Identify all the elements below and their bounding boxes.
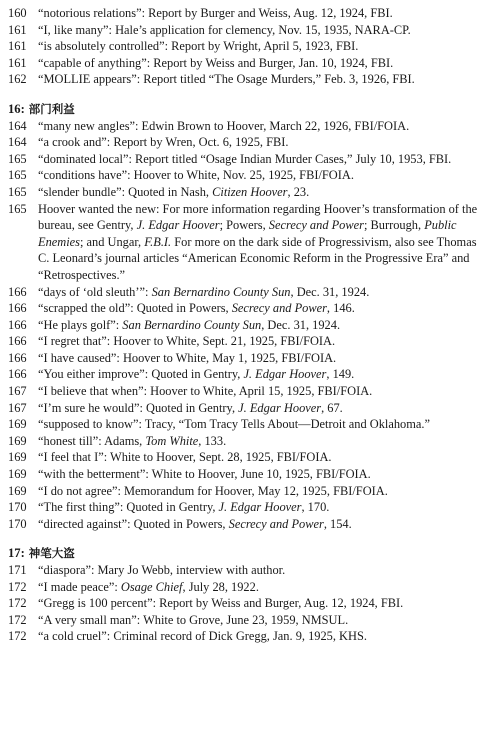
note-text-part: “with the betterment”: White to Hoover, June 10, 1925, FBI/FOIA. xyxy=(38,467,371,482)
note-entry xyxy=(8,55,483,72)
note-entry xyxy=(8,22,483,39)
note-text xyxy=(38,167,483,184)
note-entry xyxy=(8,449,483,466)
note-text-part: “I believe that when”: Hoover to White, April 15, 1925, FBI/FOIA. xyxy=(38,384,373,399)
note-page-number: 166 xyxy=(8,284,27,299)
note-text xyxy=(38,466,483,483)
note-text xyxy=(38,118,483,135)
note-text-part: “I feel that I”: White to Hoover, Sept. 28, 1925, FBI/FOIA. xyxy=(38,450,332,465)
note-page-number: 165 xyxy=(8,151,27,166)
note-text-part: “He plays golf”: xyxy=(38,317,123,332)
note-text xyxy=(38,55,483,72)
note-text-part: “notorious relations”: Report by Burger and Weiss, Aug. 12, 1924, FBI. xyxy=(38,6,393,20)
note-text-part: “I made peace”: xyxy=(38,579,121,594)
note-text-part: , 23. xyxy=(287,184,310,199)
note-text-part: “I do not agree”: Memorandum for Hoover, May 12, 1925, FBI/FOIA. xyxy=(38,483,388,498)
note-page-number: 165 xyxy=(8,184,27,199)
note-title-italic: J. Edgar Hoover xyxy=(238,400,322,415)
note-text-part: “days of ‘old sleuth’”: xyxy=(38,284,152,299)
note-text-part: “I have caused”: Hoover to White, May 1, 1925, FBI/FOIA. xyxy=(38,350,337,365)
note-page-number: 170 xyxy=(8,516,27,531)
note-text xyxy=(38,516,483,533)
note-text xyxy=(38,433,483,450)
note-title-italic: Public Enemies xyxy=(38,218,457,249)
note-page-number: 166 xyxy=(8,334,27,349)
note-text-part: “You either improve”: Quoted in Gentry, xyxy=(38,367,244,382)
note-page-number: 166 xyxy=(8,350,27,365)
note-entry xyxy=(8,433,483,450)
note-text-part: “directed against”: Quoted in Powers, xyxy=(38,516,229,531)
note-text-part: “capable of anything”: Report by Weiss and Burger, Jan. 10, 1924, FBI. xyxy=(38,55,394,70)
note-page-number: 161 xyxy=(8,22,27,37)
note-page-number: 161 xyxy=(8,39,27,54)
note-text xyxy=(38,628,483,645)
note-text-part: Hoover wanted the new: For more information regarding Hoover’s transformation of the bureau, see Gentry, xyxy=(38,201,478,233)
note-title-italic: J. Edgar Hoover xyxy=(218,500,302,515)
note-entry xyxy=(8,167,483,184)
note-title-italic: San Bernardino County Sun xyxy=(122,317,262,332)
note-text-part: “supposed to know”: Tracy, “Tom Tracy Tells About—Detroit and Oklahoma.” xyxy=(38,417,430,432)
note-text-part: ; and Ungar, xyxy=(79,234,145,249)
note-entry xyxy=(8,400,483,417)
note-text xyxy=(38,71,483,88)
note-entry xyxy=(8,5,483,22)
note-text-part: “dominated local”: Report titled “Osage Indian Murder Cases,” July 10, 1953, FBI. xyxy=(38,151,452,166)
note-text-part: “a cold cruel”: Criminal record of Dick Gregg, Jan. 9, 1925, KHS. xyxy=(38,629,367,644)
note-text-part: , 149. xyxy=(326,367,355,382)
note-entry xyxy=(8,284,483,301)
note-page-number: 172 xyxy=(8,579,27,594)
note-title-italic: Citizen Hoover xyxy=(212,184,288,199)
note-text-part: “is absolutely controlled”: Report by Wright, April 5, 1923, FBI. xyxy=(38,39,359,54)
note-page-number: 166 xyxy=(8,317,27,332)
note-text-part: “MOLLIE appears”: Report titled “The Osage Murders,” Feb. 3, 1926, FBI. xyxy=(38,72,415,87)
note-text-part: “I’m sure he would”: Quoted in Gentry, xyxy=(38,400,239,415)
chapter-heading xyxy=(8,545,483,562)
note-entry xyxy=(8,595,483,612)
note-text xyxy=(38,416,483,433)
note-text-part: “honest till”: Adams, xyxy=(38,433,146,448)
note-page-number: 169 xyxy=(8,433,27,448)
note-entry xyxy=(8,350,483,367)
note-text-part: “slender bundle”: Quoted in Nash, xyxy=(38,184,213,199)
note-title-italic: San Bernardino County Sun xyxy=(151,284,291,299)
note-text xyxy=(38,134,483,151)
note-entry xyxy=(8,71,483,88)
note-page-number: 161 xyxy=(8,55,27,70)
chapter-number: 17: xyxy=(8,546,25,561)
note-entry xyxy=(8,366,483,383)
note-page-number: 170 xyxy=(8,500,27,515)
note-entry xyxy=(8,134,483,151)
note-entry xyxy=(8,612,483,629)
note-page-number: 169 xyxy=(8,483,27,498)
note-page-number: 169 xyxy=(8,417,27,432)
note-text-part: “The first thing”: Quoted in Gentry, xyxy=(38,500,219,515)
note-entry xyxy=(8,151,483,168)
note-page-number: 172 xyxy=(8,612,27,627)
note-text-part: , 154. xyxy=(323,516,352,531)
note-text xyxy=(38,5,483,22)
chapter-title: 部门利益 xyxy=(28,101,75,116)
note-title-italic: Secrecy and Power xyxy=(228,516,324,531)
chapter-title: 神笔大盗 xyxy=(28,546,75,561)
note-title-italic: Osage Chief xyxy=(120,579,183,594)
note-text-part: “diaspora”: Mary Jo Webb, interview with author. xyxy=(38,563,286,577)
note-page-number: 172 xyxy=(8,596,27,611)
note-text xyxy=(38,151,483,168)
note-text-part: “many new angles”: Edwin Brown to Hoover, March 22, 1926, FBI/FOIA. xyxy=(38,118,410,133)
note-text xyxy=(38,184,483,201)
note-text-part: “a crook and”: Report by Wren, Oct. 6, 1925, FBI. xyxy=(38,135,289,150)
note-page-number: 166 xyxy=(8,301,27,316)
note-text-part: , July 28, 1922. xyxy=(182,579,259,594)
note-entry xyxy=(8,628,483,645)
note-text xyxy=(38,612,483,629)
note-entry xyxy=(8,38,483,55)
note-text xyxy=(38,449,483,466)
note-text-part: “conditions have”: Hoover to White, Nov. 25, 1925, FBI/FOIA. xyxy=(38,168,354,183)
note-text-part: , 170. xyxy=(301,500,330,515)
note-entry xyxy=(8,333,483,350)
note-text xyxy=(38,499,483,516)
note-text-part: “scrapped the old”: Quoted in Powers, xyxy=(38,301,232,316)
note-text xyxy=(38,579,483,596)
note-text-part: “I regret that”: Hoover to White, Sept. 21, 1925, FBI/FOIA. xyxy=(38,334,336,349)
note-page-number: 164 xyxy=(8,118,27,133)
note-text xyxy=(38,562,483,579)
note-page-number: 166 xyxy=(8,367,27,382)
note-page-number: 171 xyxy=(8,563,27,577)
note-entry xyxy=(8,483,483,500)
note-entry xyxy=(8,579,483,596)
note-entry xyxy=(8,499,483,516)
note-entry xyxy=(8,201,483,284)
note-text xyxy=(38,201,483,284)
note-text xyxy=(38,595,483,612)
note-text xyxy=(38,400,483,417)
note-title-italic: Tom White xyxy=(145,433,199,448)
note-entry xyxy=(8,300,483,317)
note-entry xyxy=(8,516,483,533)
note-text-part: ; Powers, xyxy=(219,218,269,233)
note-text-part: , 133. xyxy=(198,433,227,448)
note-text-part: “Gregg is 100 percent”: Report by Weiss and Burger, Aug. 12, 1924, FBI. xyxy=(38,596,404,611)
chapter-heading xyxy=(8,101,483,118)
chapter-number: 16: xyxy=(8,101,25,116)
note-entry xyxy=(8,184,483,201)
note-title-italic: F.B.I. xyxy=(144,234,172,249)
note-text-part: For more on the dark side of Progressivism, also see Thomas C. Leonard’s journal articles “American Economic Reform in the Progressive Era” and “Retrospectives.” xyxy=(38,234,477,282)
note-text-part: “A very small man”: White to Grove, June 23, 1959, NMSUL. xyxy=(38,612,349,627)
note-entry xyxy=(8,118,483,135)
note-text xyxy=(38,366,483,383)
note-text-part: , 146. xyxy=(326,301,355,316)
note-text xyxy=(38,333,483,350)
note-page-number: 160 xyxy=(8,6,27,20)
note-page-number: 167 xyxy=(8,400,27,415)
note-text xyxy=(38,350,483,367)
note-text-part: ; Burrough, xyxy=(363,218,425,233)
note-text-part: , Dec. 31, 1924. xyxy=(261,317,341,332)
note-text xyxy=(38,383,483,400)
note-title-italic: Secrecy and Power xyxy=(268,218,364,233)
note-text-part: “I, like many”: Hale’s application for clemency, Nov. 15, 1935, NARA-CP. xyxy=(38,22,411,37)
note-page-number: 162 xyxy=(8,72,27,87)
note-text-part: , 67. xyxy=(321,400,343,415)
note-entry xyxy=(8,562,483,579)
note-text xyxy=(38,284,483,301)
note-text-part: , Dec. 31, 1924. xyxy=(290,284,370,299)
note-entry xyxy=(8,466,483,483)
note-text xyxy=(38,38,483,55)
note-text xyxy=(38,317,483,334)
note-text xyxy=(38,22,483,39)
note-page-number: 164 xyxy=(8,135,27,150)
note-page-number: 167 xyxy=(8,384,27,399)
note-text xyxy=(38,300,483,317)
note-page-number: 165 xyxy=(8,201,27,216)
note-title-italic: J. Edgar Hoover xyxy=(243,367,327,382)
note-title-italic: J. Edgar Hoover xyxy=(136,218,220,233)
note-entry xyxy=(8,317,483,334)
note-entry xyxy=(8,383,483,400)
note-page-number: 169 xyxy=(8,450,27,465)
note-text xyxy=(38,483,483,500)
note-page-number: 169 xyxy=(8,467,27,482)
note-entry xyxy=(8,416,483,433)
note-page-number: 172 xyxy=(8,629,27,644)
note-title-italic: Secrecy and Power xyxy=(231,301,327,316)
note-page-number: 165 xyxy=(8,168,27,183)
